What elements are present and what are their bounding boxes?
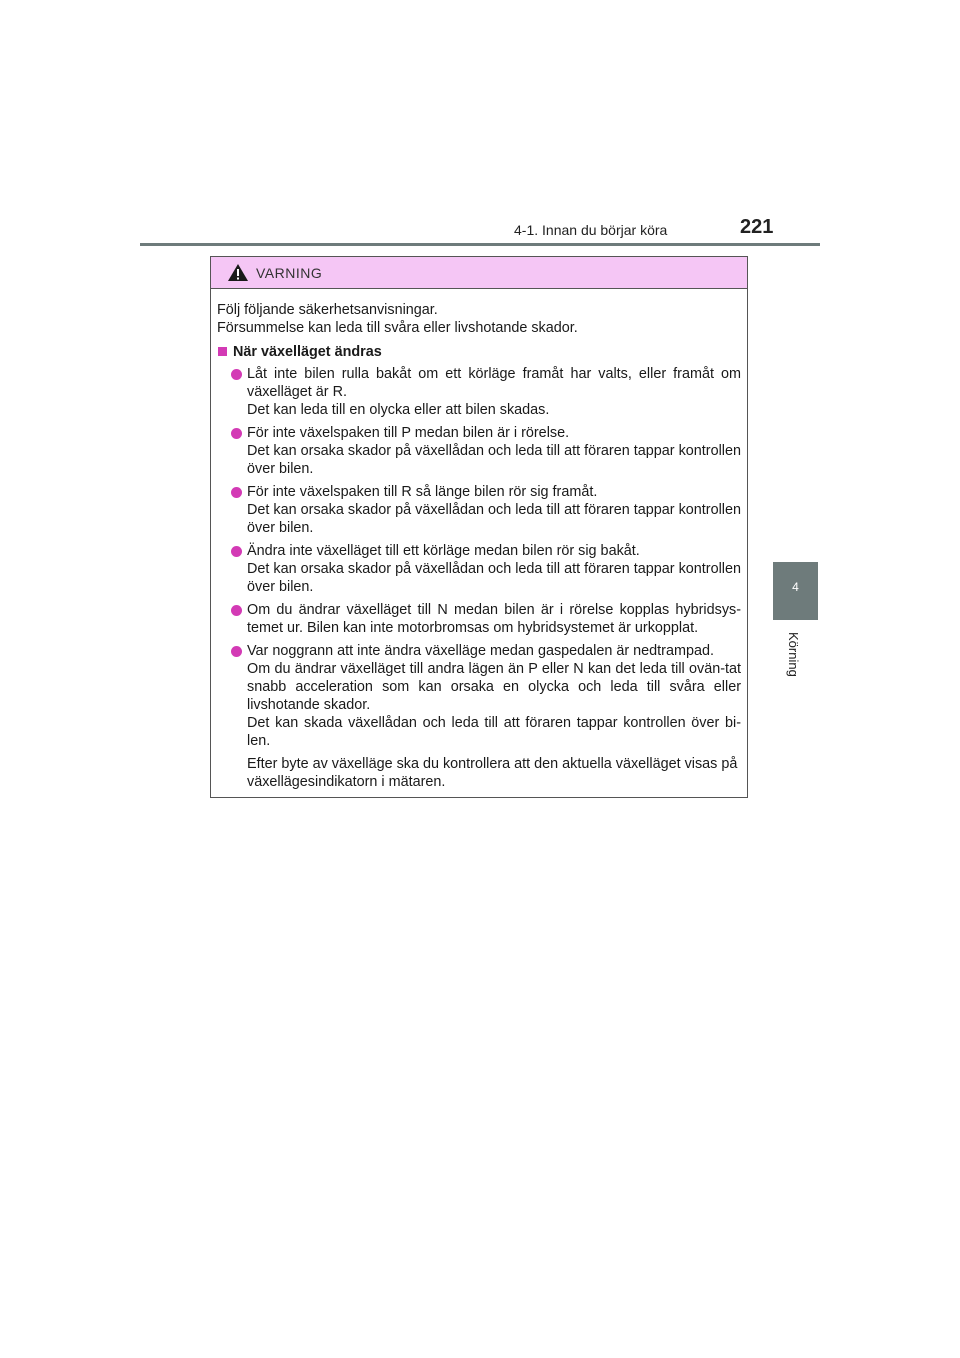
item-line: Det kan orsaka skador på växellådan och leda till att föraren tappar kontrollen över bilen. [247,502,741,536]
item-line: Det kan orsaka skador på växellådan och leda till att föraren tappar kontrollen över bilen. [247,561,741,595]
item-line: Om du ändrar växelläget till N medan bilen är i rörelse kopplas hybridsys-temet ur. Bilen kan inte motorbromsas om hybridsystemet är urkopplat. [247,602,741,636]
list-item [217,542,741,596]
item-line: Det kan orsaka skador på växellådan och leda till att föraren tappar kontrollen över bilen. [247,443,741,477]
round-bullet-icon [231,605,242,616]
warning-box [210,256,748,798]
list-item [217,601,741,637]
round-bullet-icon [231,487,242,498]
chapter-label: Körning [786,632,801,677]
item-line: För inte växelspaken till P medan bilen är i rörelse. [247,425,570,441]
subsection-heading [217,343,741,361]
chapter-number: 4 [792,580,799,594]
round-bullet-icon [231,369,242,380]
list-item [217,365,741,419]
round-bullet-icon [231,646,242,657]
list-item [217,483,741,537]
item-line: Ändra inte växelläget till ett körläge medan bilen rör sig bakåt. [247,543,640,559]
intro-line: Försummelse kan leda till svåra eller livshotande skador. [217,320,578,336]
subsection-heading-text: När växelläget ändras [233,344,382,360]
item-line: För inte växelspaken till R så länge bilen rör sig framåt. [247,484,598,500]
warning-triangle-icon [227,263,249,282]
section-title: 4-1. Innan du börjar köra [514,222,668,238]
item-line: Låt inte bilen rulla bakåt om ett körläge framåt har valts, eller framåt om växelläget är R. [247,366,741,400]
round-bullet-icon [231,546,242,557]
item-line: Det kan skada växellådan och leda till att föraren tappar kontrollen över bi-len. [247,715,741,749]
list-item [217,642,741,750]
item-line: Om du ändrar växelläget till andra lägen än P eller N kan det leda till ovän-tat snabb acceleration som kan orsaka en olycka och leda till svåra eller livshotande skador. [247,661,741,713]
warning-header [211,257,747,289]
round-bullet-icon [231,428,242,439]
item-line: Det kan leda till en olycka eller att bilen skadas. [247,402,550,418]
chapter-tab [773,562,818,620]
page-number: 221 [740,216,774,238]
item-line: Var noggrann att inte ändra växelläge medan gaspedalen är nedtrampad. [247,643,714,659]
square-bullet-icon [218,347,227,356]
header-divider [140,243,820,246]
warning-body [211,289,747,791]
warning-title: VARNING [256,265,323,281]
list-item [217,424,741,478]
warning-intro [217,301,741,337]
trailing-note: Efter byte av växelläge ska du kontrollera att den aktuella växelläget visas på växellägesindikatorn i mätaren. [247,756,738,790]
intro-line: Följ följande säkerhetsanvisningar. [217,302,438,318]
